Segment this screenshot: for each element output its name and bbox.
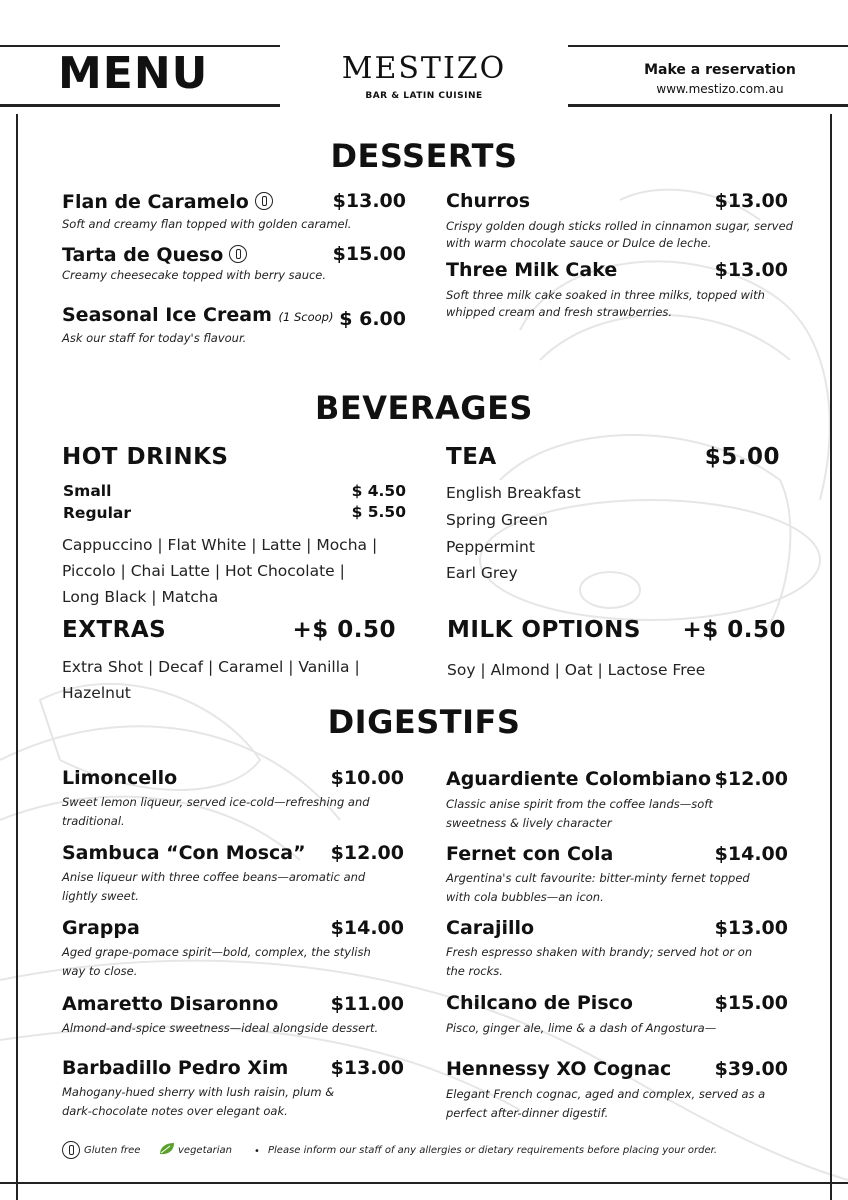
digestif-name: Aguardiente Colombiano	[446, 768, 712, 790]
digestif-desc: Almond-and-spice sweetness—ideal alongside dessert.	[62, 1021, 379, 1035]
legend-vegetarian: vegetarian	[178, 1145, 232, 1156]
digestif-desc: dark-chocolate notes over elegant oak.	[62, 1104, 288, 1118]
header-rule-left-bottom	[0, 104, 280, 107]
digestif-name: Fernet con Cola	[446, 843, 614, 865]
reservation-label[interactable]: Make a reservation	[644, 62, 796, 78]
leaf-icon	[158, 1142, 176, 1156]
gluten-free-icon	[229, 245, 247, 263]
milk-options-line: Soy | Almond | Oat | Lactose Free	[447, 661, 706, 679]
hot-drinks-line: Long Black | Matcha	[62, 588, 219, 606]
tea-item: Peppermint	[446, 538, 535, 556]
hot-drinks-title: HOT DRINKS	[62, 444, 229, 470]
digestif-desc: Sweet lemon liqueur, served ice-cold—refreshing and	[62, 795, 370, 809]
dessert-desc: Crispy golden dough sticks rolled in cinnamon sugar, served	[446, 219, 793, 233]
tea-title: TEA	[446, 444, 497, 470]
header-rule-left-top	[0, 45, 280, 47]
tea-item: Spring Green	[446, 511, 548, 529]
menu-title: MENU	[58, 48, 209, 99]
digestif-desc: the rocks.	[446, 964, 503, 978]
gluten-free-icon	[255, 192, 273, 210]
digestif-desc: Elegant French cognac, aged and complex, served as a	[446, 1087, 766, 1101]
frame-right	[830, 114, 832, 1200]
brand-logo-text: MESTIZO	[341, 51, 507, 86]
size-small-label: Small	[63, 482, 112, 500]
digestif-desc: sweetness & lively character	[446, 816, 612, 830]
digestif-price: $12.00	[714, 768, 788, 790]
size-small-price: $ 4.50	[351, 482, 406, 500]
legend-gluten-free: Gluten free	[84, 1145, 141, 1156]
dessert-name: Tarta de Queso	[62, 245, 247, 265]
digestif-name: Amaretto Disaronno	[62, 993, 279, 1015]
digestif-price: $12.00	[330, 842, 404, 864]
section-title-digestifs: DIGESTIFS	[327, 703, 521, 741]
dessert-name: Three Milk Cake	[446, 259, 618, 281]
tea-item: Earl Grey	[446, 564, 518, 582]
dessert-price: $ 6.00	[339, 308, 406, 330]
extras-title: EXTRAS	[62, 617, 167, 643]
digestif-desc: Argentina's cult favourite: bitter-minty fernet topped	[446, 871, 750, 885]
bullet-icon: •	[254, 1146, 260, 1157]
tea-price: $5.00	[704, 444, 780, 470]
dessert-price: $13.00	[714, 259, 788, 281]
dessert-desc: with warm chocolate sauce or Dulce de leche.	[446, 236, 712, 250]
digestif-price: $15.00	[714, 992, 788, 1014]
brand-subtitle: BAR & LATIN CUISINE	[365, 91, 483, 101]
dessert-desc: Creamy cheesecake topped with berry sauce.	[62, 268, 327, 282]
digestif-name: Grappa	[62, 917, 140, 939]
milk-options-title: MILK OPTIONS	[447, 617, 641, 643]
header-rule-right-top	[568, 45, 848, 47]
digestif-price: $14.00	[330, 917, 404, 939]
dessert-note: (1 Scoop)	[278, 310, 334, 324]
digestif-desc: Aged grape-pomace spirit—bold, complex, the stylish	[62, 945, 371, 959]
section-title-desserts: DESSERTS	[330, 137, 518, 175]
website-link[interactable]: www.mestizo.com.au	[656, 82, 784, 96]
milk-options-price: +$ 0.50	[682, 617, 786, 643]
dessert-price: $13.00	[714, 190, 788, 212]
frame-bottom	[0, 1182, 848, 1184]
digestif-desc: way to close.	[62, 964, 138, 978]
digestif-desc: Anise liqueur with three coffee beans—aromatic and	[62, 870, 366, 884]
dessert-desc: Soft and creamy flan topped with golden caramel.	[62, 217, 352, 231]
digestif-name: Sambuca “Con Mosca”	[62, 842, 306, 864]
digestif-price: $14.00	[714, 843, 788, 865]
dessert-desc: Ask our staff for today's flavour.	[62, 331, 247, 345]
dessert-price: $15.00	[332, 243, 406, 265]
frame-left	[16, 114, 18, 1200]
digestif-price: $10.00	[330, 767, 404, 789]
digestif-desc: with cola bubbles—an icon.	[446, 890, 604, 904]
digestif-desc: lightly sweet.	[62, 889, 139, 903]
digestif-price: $13.00	[330, 1057, 404, 1079]
dessert-name: Seasonal Ice Cream (1 Scoop)	[62, 304, 334, 326]
digestif-desc: Fresh espresso shaken with brandy; served hot or on	[446, 945, 753, 959]
digestif-name: Limoncello	[62, 767, 178, 789]
dessert-price: $13.00	[332, 190, 406, 212]
dessert-name: Flan de Caramelo	[62, 192, 273, 212]
size-regular-price: $ 5.50	[351, 503, 406, 521]
digestif-price: $11.00	[330, 993, 404, 1015]
digestif-name: Chilcano de Pisco	[446, 992, 633, 1014]
allergy-notice: Please inform our staff of any allergies or dietary requirements before placing your order.	[268, 1145, 718, 1156]
size-regular-label: Regular	[63, 504, 131, 522]
digestif-name: Carajillo	[446, 917, 535, 939]
dessert-desc: whipped cream and fresh strawberries.	[446, 305, 673, 319]
hot-drinks-line: Piccolo | Chai Latte | Hot Chocolate |	[62, 562, 345, 580]
section-title-beverages: BEVERAGES	[315, 389, 533, 427]
extras-line: Hazelnut	[62, 684, 131, 702]
digestif-price: $39.00	[714, 1058, 788, 1080]
extras-price: +$ 0.50	[292, 617, 396, 643]
extras-line: Extra Shot | Decaf | Caramel | Vanilla |	[62, 658, 360, 676]
header-rule-right-bottom	[568, 104, 848, 107]
digestif-desc: traditional.	[62, 814, 125, 828]
digestif-desc: perfect after-dinner digestif.	[446, 1106, 609, 1120]
digestif-desc: Pisco, ginger ale, lime & a dash of Angostura—	[446, 1021, 717, 1035]
digestif-price: $13.00	[714, 917, 788, 939]
dessert-desc: Soft three milk cake soaked in three milks, topped with	[446, 288, 765, 302]
tea-item: English Breakfast	[446, 484, 581, 502]
digestif-desc: Mahogany-hued sherry with lush raisin, plum &	[62, 1085, 335, 1099]
digestif-name: Barbadillo Pedro Xim	[62, 1057, 289, 1079]
digestif-name: Hennessy XO Cognac	[446, 1058, 672, 1080]
gluten-free-icon	[62, 1141, 80, 1159]
digestif-desc: Classic anise spirit from the coffee lands—soft	[446, 797, 713, 811]
hot-drinks-line: Cappuccino | Flat White | Latte | Mocha |	[62, 536, 378, 554]
dessert-name: Churros	[446, 190, 531, 212]
